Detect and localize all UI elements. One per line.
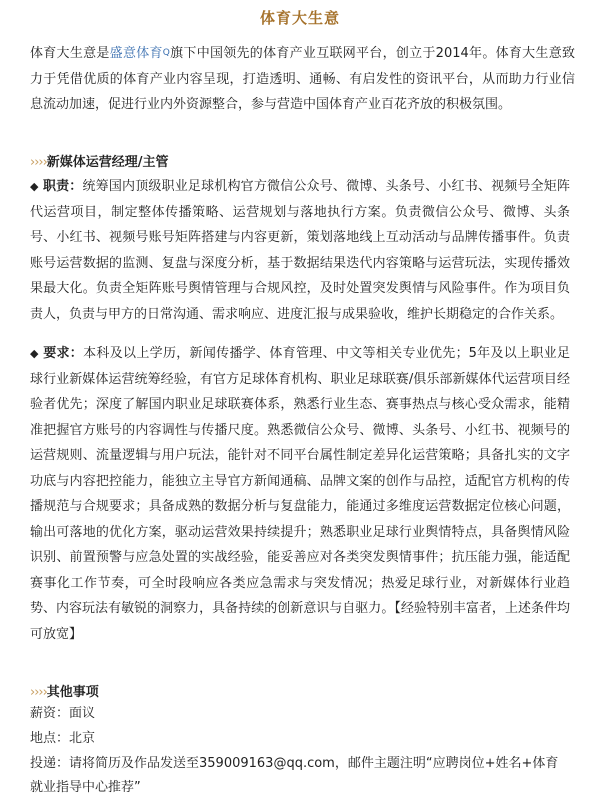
search-icon[interactable]: Q — [162, 48, 170, 58]
other-section-heading — [30, 681, 99, 700]
salary-line: 薪资：面议 — [30, 706, 96, 721]
other-title: 其他事项 — [46, 685, 99, 700]
duties-label: 职责： — [42, 179, 83, 194]
section-arrows-icon: ›››› — [30, 685, 47, 700]
diamond-bullet-icon: ◆ — [30, 347, 39, 360]
article-title: 体育大生意 — [259, 9, 340, 27]
intro-prefix: 体育大生意是 — [30, 46, 110, 61]
diamond-bullet-icon: ◆ — [30, 180, 39, 193]
intro-body: 旗下中国领先的体育产业互联网平台，创立于2014年。体育大生意致力于凭借优质的体育产业内容呈现，打造透明、通畅、有启发性的资讯平台，从而助力行业信息流动加速，促进行业内外资源整合，参与营造中国体育产业百花齐放的积极氛围。 — [30, 46, 575, 112]
duties-block — [30, 174, 570, 327]
apply-line: 投递：请将简历及作品发送至359009163@qq.com，邮件主题注明“应聘岗位+姓名+体育就业指导中心推荐” — [30, 756, 559, 795]
location-line: 地点：北京 — [30, 731, 96, 746]
job-section-heading — [30, 151, 169, 170]
section-arrows-icon: ›››› — [30, 155, 47, 170]
requirements-text: 本科及以上学历，新闻传播学、体育管理、中文等相关专业优先；5年及以上职业足球行业新媒体运营统筹经验，有官方足球体育机构、职业足球联赛/俱乐部新媒体代运营项目经验者优先；深度了解国内职业足球联赛体系，熟悉行业生态、赛事热点与核心受众需求，能精准把握官方账号的内容调性与传播尺度。熟悉微信公众号、微博、头条号、小红书、视频号的运营规则、流量逻辑与用户玩法，能针对不同平台属性制定差异化运营策略；具备扎实的文字功底与内容把控能力，能独立主导官方新闻通稿、品牌文案的创作与品控，适配官方机构的传播规范与合规要求；具备成熟的数据分析与复盘能力，能通过多维度运营数据定位核心问题，输出可落地的优化方案，驱动运营效果持续提升；熟悉职业足球行业舆情特点，具备舆情风险识别、前置预警与应急处置的实战经验，能妥善应对各类突发舆情事件；抗压能力强，能适配赛事化工作节奏，可全时段响应各类应急需求与突发情况；热爱足球行业，对新媒体行业趋势、内容玩法有敏锐的洞察力，具备持续的创新意识与自驱力。【经验特别丰富者，上述条件均可放宽】 — [30, 346, 570, 642]
requirements-label: 要求： — [43, 346, 84, 361]
duties-text: 统筹国内顶级职业足球机构官方微信公众号、微博、头条号、小红书、视频号全矩阵代运营项目，制定整体传播策略、运营规划与落地执行方案。负责微信公众号、微博、头条号、小红书、视频号账号矩阵搭建与内容更新，策划落地线上互动活动与品牌传播事件。负责账号运营数据的监测、复盘与深度分析，基于数据结果迭代内容策略与运营玩法，实现传播效果最大化。负责全矩阵账号舆情管理与合规风控，及时处置突发舆情与风险事件。作为项目负责人，负责与甲方的日常沟通、需求响应、进度汇报与成果验收，维护长期稳定的合作关系。 — [30, 179, 570, 322]
intro-paragraph — [30, 41, 575, 118]
job-title: 新媒体运营经理/主管 — [46, 155, 169, 170]
brand-link[interactable]: 盛意体育 — [109, 46, 163, 61]
requirements-block — [30, 341, 570, 647]
